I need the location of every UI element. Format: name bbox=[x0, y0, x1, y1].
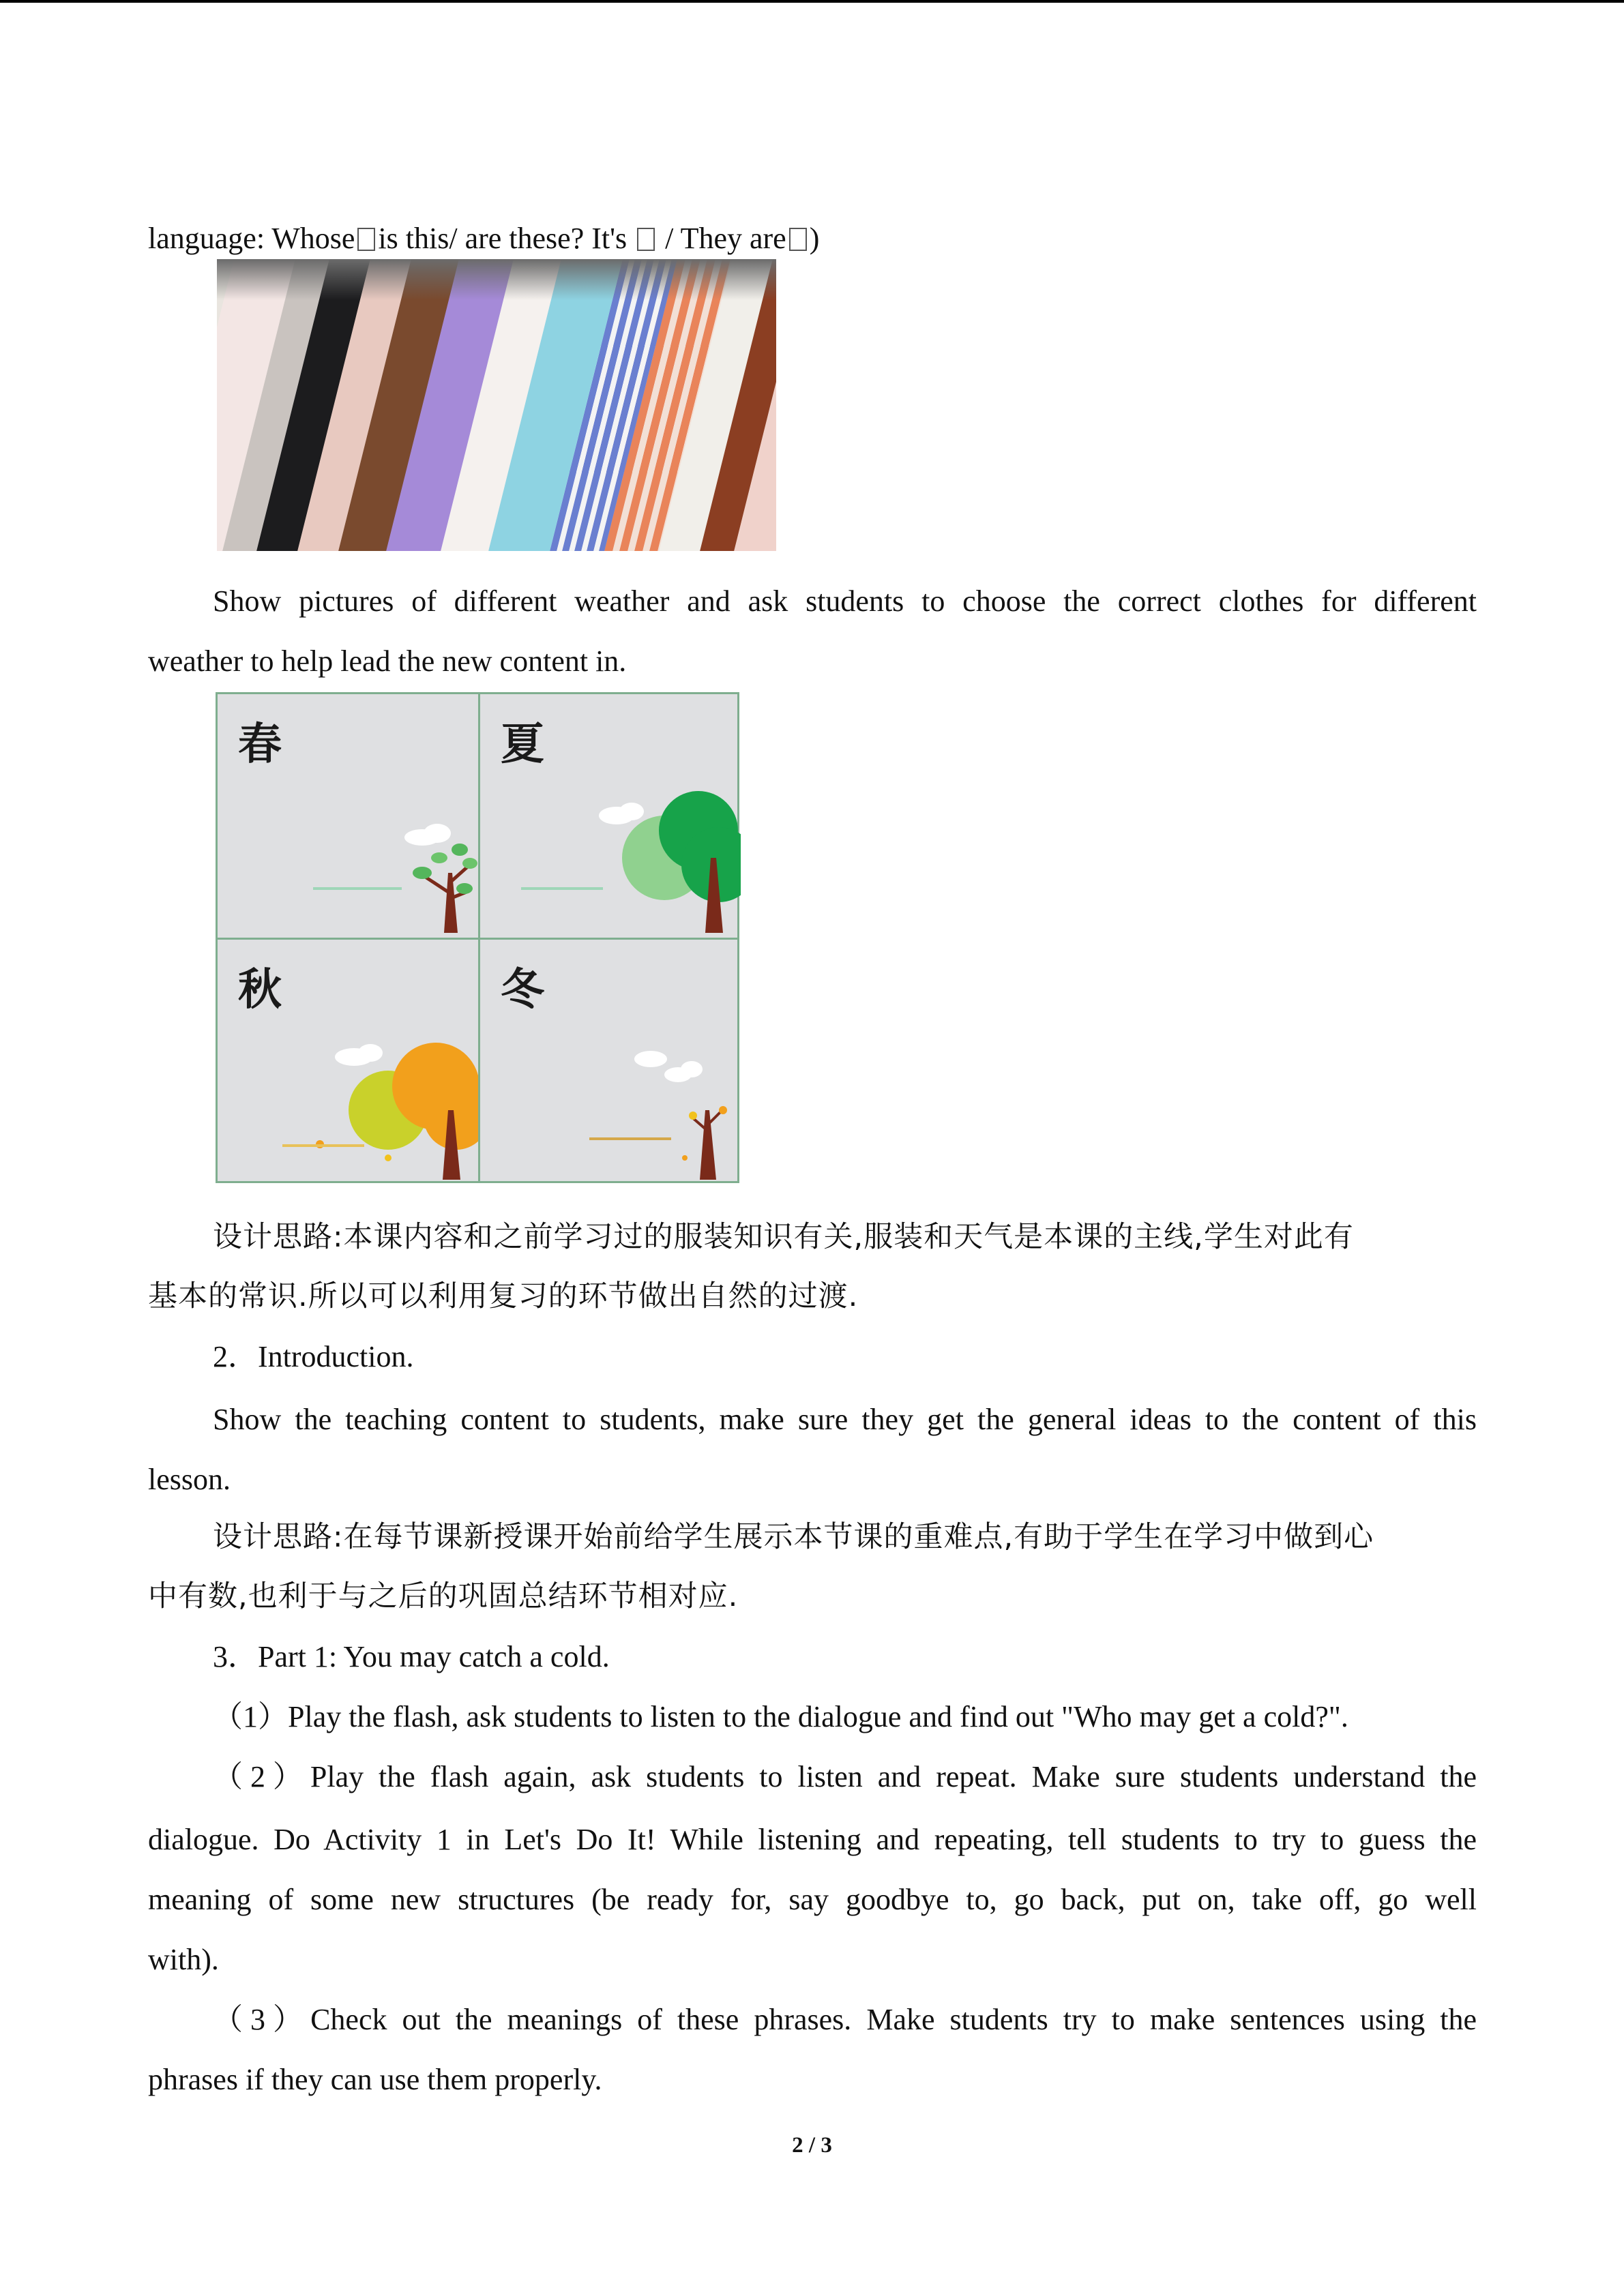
item-2-line3: meaning of some new structures (be ready for, say goodbye to, go back, put on, take off, go well bbox=[148, 1883, 1477, 1916]
intro-paragraph-line2: lesson. bbox=[148, 1463, 231, 1496]
intro-paragraph-line1: Show the teaching content to students, make sure they get the general ideas to the content of this bbox=[213, 1403, 1477, 1436]
weather-paragraph-line2: weather to help lead the new content in. bbox=[148, 644, 627, 678]
item-2-line1: （2）Play the flash again, ask students to listen and repeat. Make sure students understand the bbox=[213, 1760, 1477, 1793]
step-2-heading: 2．Introduction. bbox=[213, 1340, 414, 1373]
language-part2: is this/ are these? It's bbox=[378, 222, 628, 255]
page-number: 2 / 3 bbox=[792, 2133, 832, 2158]
winter-cell bbox=[480, 940, 741, 1183]
blank-box bbox=[357, 228, 375, 251]
season-label-summer: 夏 bbox=[501, 719, 544, 770]
weather-paragraph-line1: Show pictures of different weather and ask students to choose the correct clothes for different bbox=[213, 584, 1477, 618]
language-line bbox=[148, 218, 819, 259]
design-note-1-line1: 设计思路:本课内容和之前学习过的服装知识有关,服装和天气是本课的主线,学生对此有 bbox=[213, 1220, 1354, 1254]
blank-box bbox=[789, 228, 807, 251]
blank-box bbox=[637, 228, 655, 251]
design-note-1-line2: 基本的常识.所以可以利用复习的环节做出自然的过渡. bbox=[148, 1279, 859, 1313]
item-3-line2: phrases if they can use them properly. bbox=[148, 2063, 602, 2096]
seasons-image bbox=[216, 692, 739, 1183]
season-label-spring: 春 bbox=[238, 719, 282, 770]
clothes-rack-photo bbox=[217, 259, 776, 551]
summer-cell bbox=[480, 694, 741, 938]
step-3-heading: 3．Part 1: You may catch a cold. bbox=[213, 1640, 610, 1673]
language-suffix: ) bbox=[809, 222, 820, 255]
item-2-line4: with). bbox=[148, 1943, 219, 1976]
season-label-autumn: 秋 bbox=[238, 964, 282, 1015]
item-2-line2: dialogue. Do Activity 1 in Let's Do It! While listening and repeating, tell students to try to guess the bbox=[148, 1823, 1477, 1856]
season-label-winter: 冬 bbox=[501, 964, 544, 1015]
design-note-2-line1: 设计思路:在每节课新授课开始前给学生展示本节课的重难点,有助于学生在学习中做到心 bbox=[213, 1520, 1374, 1554]
page-top-border bbox=[0, 0, 1624, 3]
item-3-line1: （3）Check out the meanings of these phrases. Make students try to make sentences using the bbox=[213, 2003, 1477, 2036]
item-1: （1）Play the flash, ask students to listen to the dialogue and find out "Who may get a cold?". bbox=[213, 1700, 1348, 1733]
design-note-2-line2: 中有数,也利于与之后的巩固总结环节相对应. bbox=[148, 1579, 739, 1613]
language-prefix: language: Whose bbox=[148, 222, 355, 255]
spring-cell bbox=[218, 694, 478, 938]
language-part3: / They are bbox=[665, 222, 786, 255]
autumn-cell bbox=[218, 940, 478, 1183]
